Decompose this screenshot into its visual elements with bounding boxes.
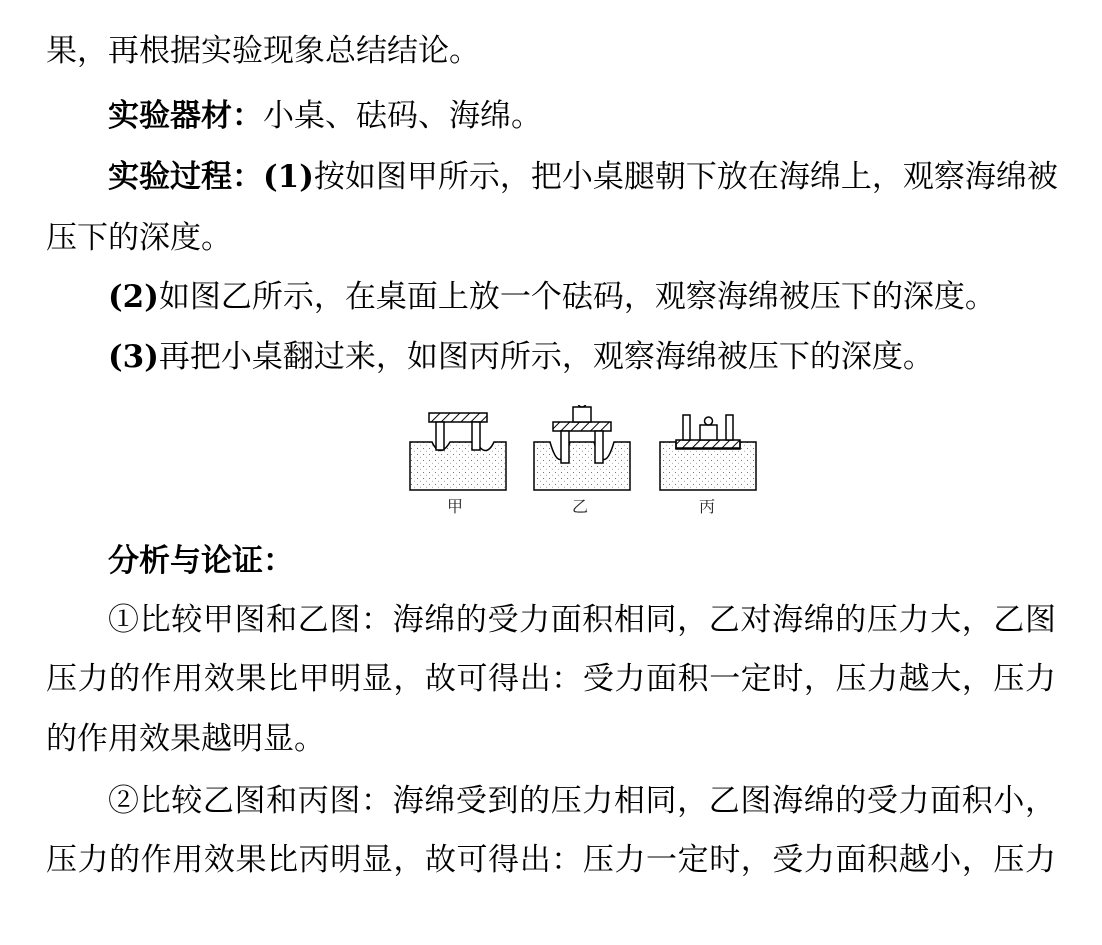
text-line-3 xyxy=(108,157,1056,197)
line-text: 小桌、砝码、海绵。 xyxy=(263,98,542,134)
line-text: 压力的作用效果比丙明显，故可得出：压力一定时，受力面积越小，压力 xyxy=(46,842,1056,878)
section-label-equipment: 实验器材： xyxy=(108,98,263,134)
section-label-analysis: 分析与论证： xyxy=(108,543,294,579)
line-text: 如图乙所示，在桌面上放一个砝码，观察海绵被压下的深度。 xyxy=(158,279,996,315)
text-line-11 xyxy=(108,781,1056,821)
caption-yi: 乙 xyxy=(572,497,589,516)
text-line-8 xyxy=(108,600,1056,640)
step-number-3: (3) xyxy=(108,339,159,375)
text-line-1 xyxy=(46,31,1056,71)
line-text: 压力的作用效果比甲明显，故可得出：受力面积一定时，压力越大，压力 xyxy=(46,661,1056,697)
section-label-process: 实验过程：(1) xyxy=(108,159,314,195)
text-line-4 xyxy=(46,218,1056,258)
caption-jia: 甲 xyxy=(447,497,464,516)
diagram-jia xyxy=(410,413,506,516)
line-text: 压下的深度。 xyxy=(46,220,232,256)
line-text: 再把小桌翻过来，如图丙所示，观察海绵被压下的深度。 xyxy=(158,339,934,375)
text-line-5 xyxy=(108,277,1056,317)
line-text: ②比较乙图和丙图：海绵受到的压力相同，乙图海绵的受力面积小， xyxy=(108,783,1056,819)
line-text: 按如图甲所示，把小桌腿朝下放在海绵上，观察海绵被 xyxy=(313,159,1058,195)
experiment-figure xyxy=(398,405,770,525)
text-line-10 xyxy=(46,719,1056,759)
line-text: ①比较甲图和乙图：海绵的受力面积相同，乙对海绵的压力大，乙图 xyxy=(108,602,1056,638)
diagram-yi xyxy=(534,405,630,516)
step-number-2: (2) xyxy=(108,279,159,315)
text-line-2 xyxy=(108,96,1056,136)
text-line-9 xyxy=(46,659,1056,699)
text-line-6 xyxy=(108,337,1056,377)
line-text: 果，再根据实验现象总结结论。 xyxy=(46,33,480,69)
caption-bing: 丙 xyxy=(699,497,716,516)
text-line-7 xyxy=(108,541,1056,581)
diagram-bing xyxy=(660,415,756,516)
line-text: 的作用效果越明显。 xyxy=(46,721,325,757)
text-line-12 xyxy=(46,840,1056,880)
